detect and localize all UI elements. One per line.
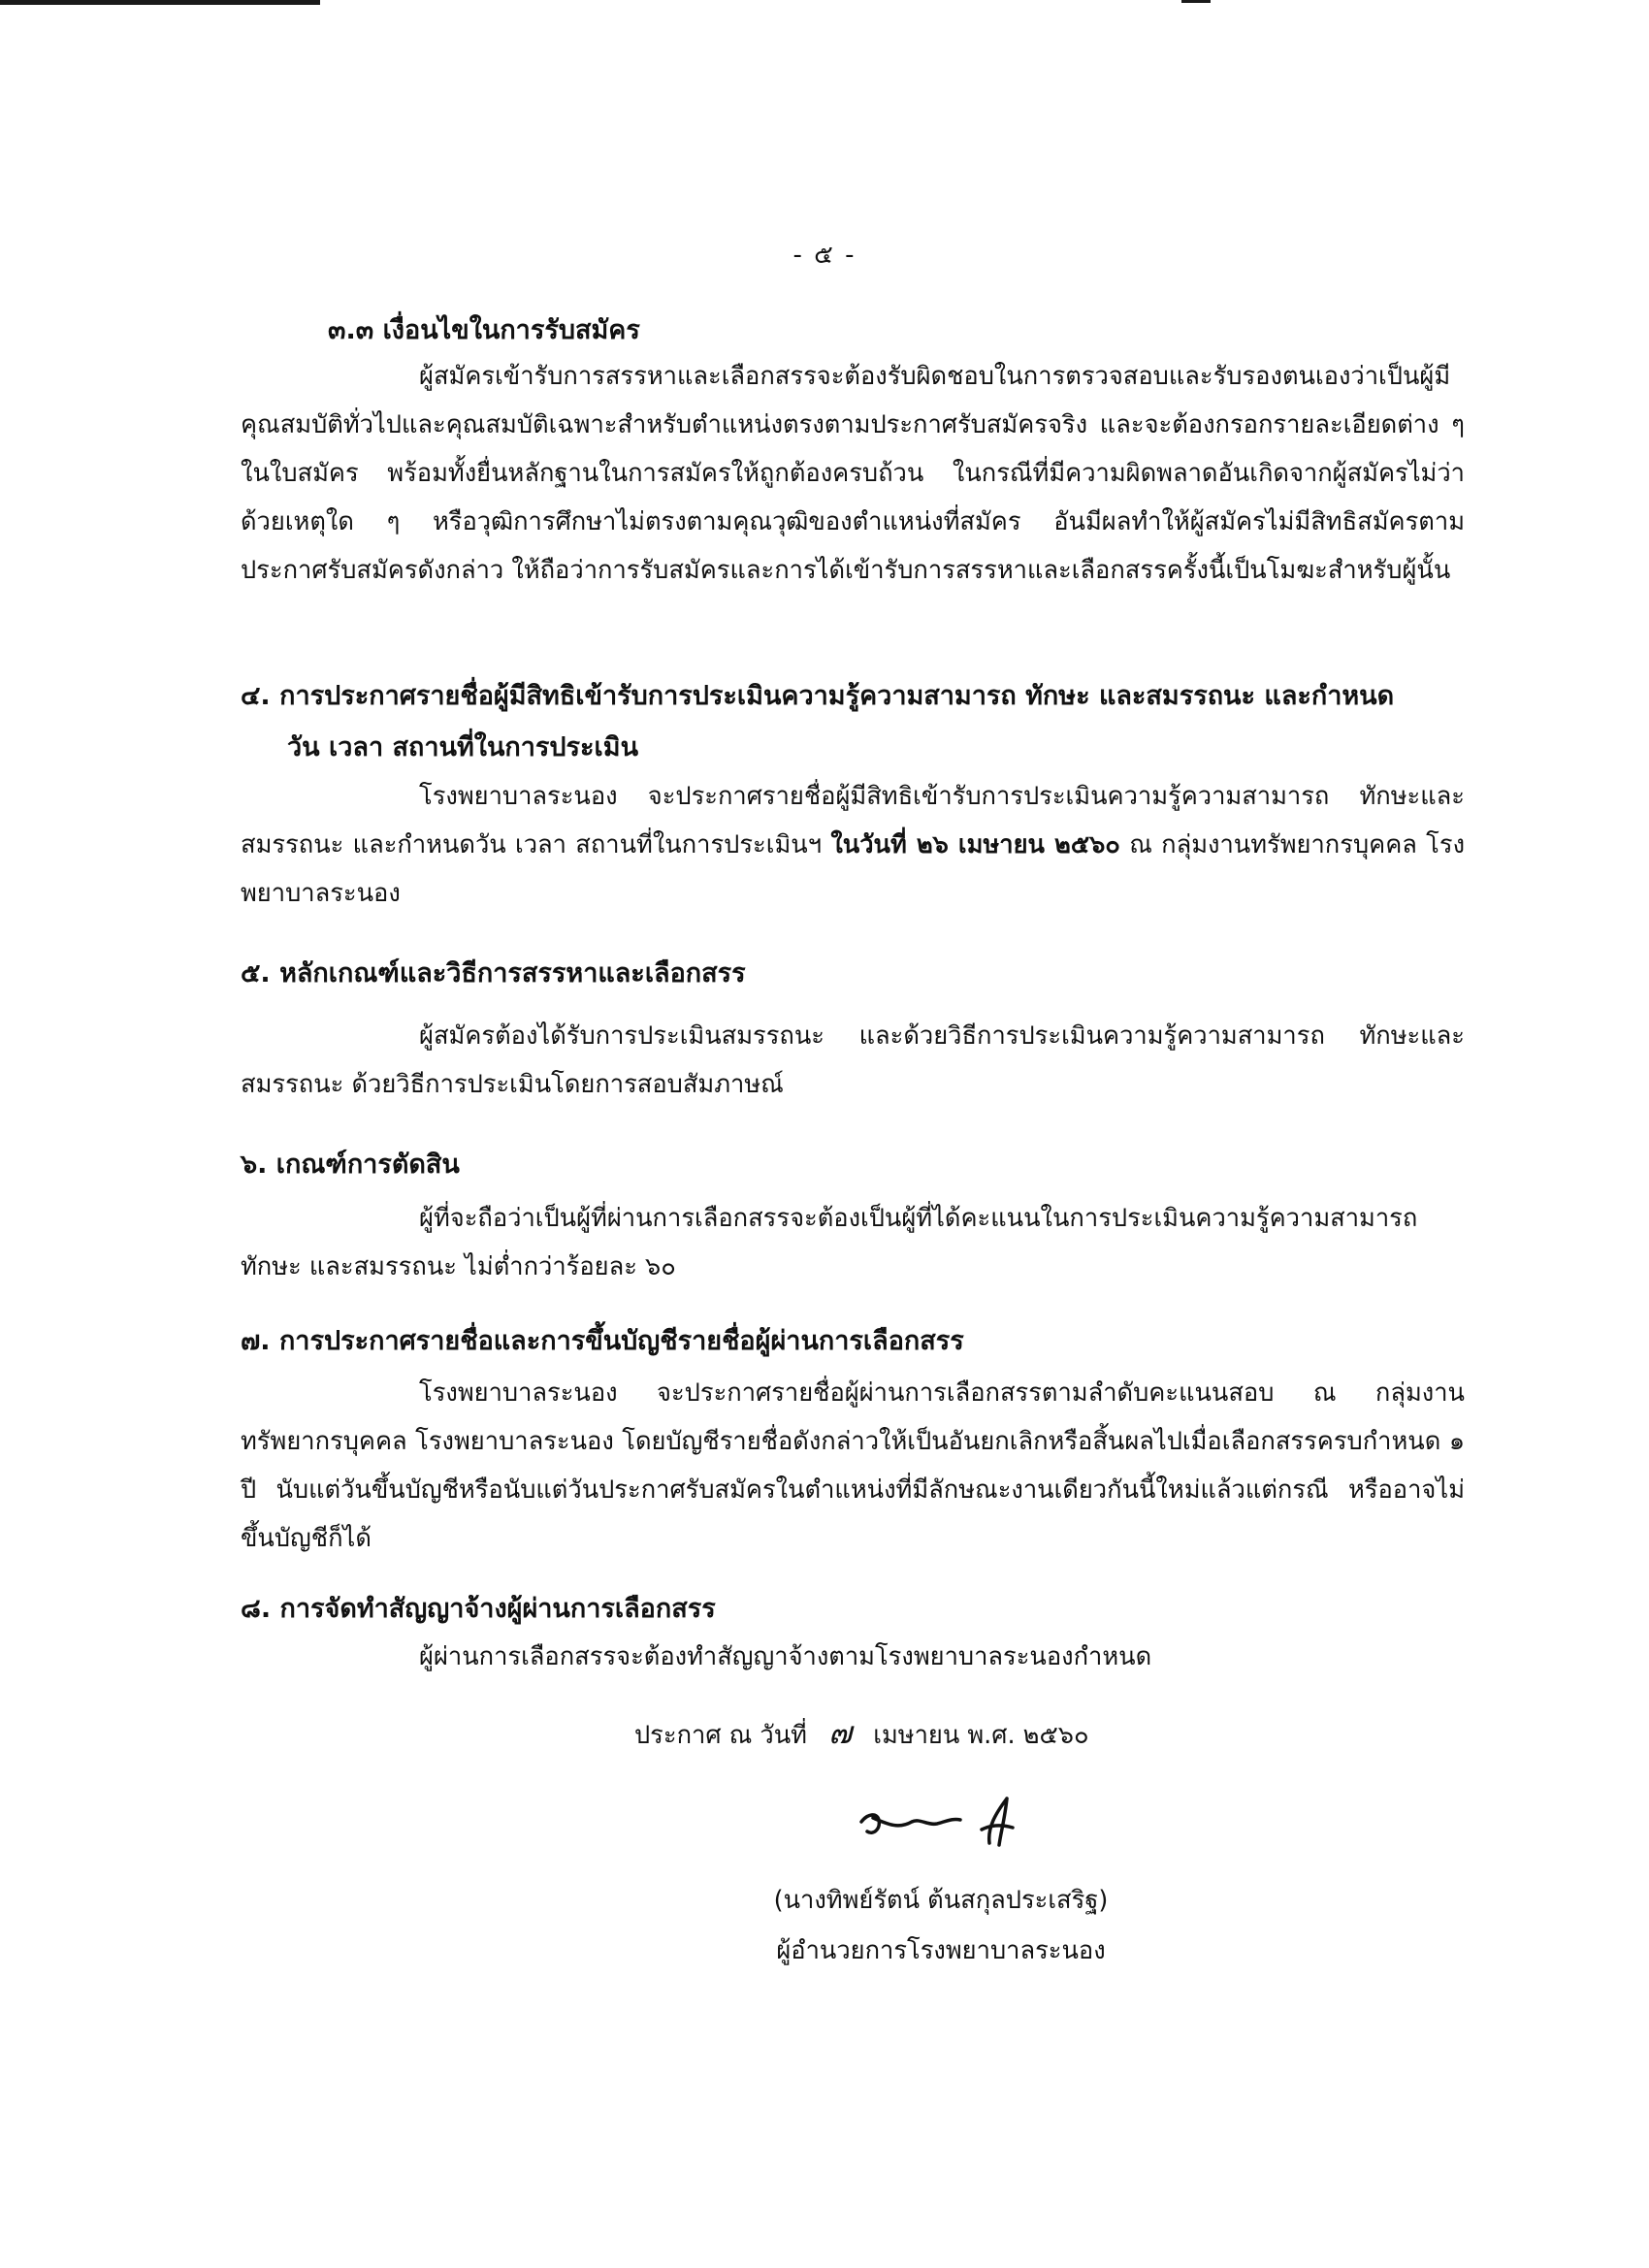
signatory-position: ผู้อำนวยการโรงพยาบาลระนอง [776, 1936, 1106, 1965]
announcement-day: ๗ [828, 1714, 853, 1751]
section-4-body-start: โรงพยาบาลระนอง จะประกาศรายชื่อผู้มีสิทธิเข้ารับการประเมินความรู้ความสามารถ ทักษะและสมรรถนะ และกำหนดวัน เวลา สถานที่ในการประเมินฯ [241, 782, 1465, 859]
section-6-body: ผู้ที่จะถือว่าเป็นผู้ที่ผ่านการเลือกสรรจะต้องเป็นผู้ที่ได้คะแนนในการประเมินความรู้ความสามารถ ทักษะ และสมรรถนะ ไม่ต่ำกว่าร้อยละ ๖๐ [241, 1204, 1418, 1281]
announcement-prefix: ประกาศ ณ วันที่ [634, 1721, 807, 1750]
section-5-heading: ๕. หลักเกณฑ์และวิธีการสรรหาและเลือกสรร [241, 958, 746, 988]
section-6-heading: ๖. เกณฑ์การตัดสิน [241, 1150, 460, 1180]
section-8-body: ผู้ผ่านการเลือกสรรจะต้องทำสัญญาจ้างตามโรงพยาบาลระนองกำหนด [419, 1642, 1152, 1671]
section-7-heading: ๗. การประกาศรายชื่อและการขึ้นบัญชีรายชื่อผู้ผ่านการเลือกสรร [241, 1326, 964, 1356]
scan-edge-line-right [1181, 0, 1211, 3]
section-7-body: โรงพยาบาลระนอง จะประกาศรายชื่อผู้ผ่านการเลือกสรรตามลำดับคะแนนสอบ ณ กลุ่มงานทรัพยากรบุคคล โรงพยาบาลระนอง โดยบัญชีรายชื่อดังกล่าวให้เป็นอันยกเลิกหรือสิ้นผลไปเมื่อเลือกสรรครบกำหนด ๑ ปี นับแต่วันขึ้นบัญชีหรือนับแต่วันประกาศรับสมัครในตำแหน่งที่มีลักษณะงานเดียวกันนี้ใหม่แล้วแต่กรณี หรืออาจไม่ขึ้นบัญชีก็ได้ [241, 1378, 1465, 1553]
handwritten-signature [844, 1785, 1048, 1863]
section-5-body: ผู้สมัครต้องได้รับการประเมินสมรรถนะ และด้วยวิธีการประเมินความรู้ความสามารถ ทักษะและสมรรถนะ ด้วยวิธีการประเมินโดยการสอบสัมภาษณ์ [241, 1021, 1465, 1099]
section-4-heading-line2: วัน เวลา สถานที่ในการประเมิน [287, 732, 639, 762]
section-4-body-end: ณ กลุ่มงานทรัพยากรบุคคล โรงพยาบาลระนอง [241, 830, 1466, 908]
signatory-name: (นางทิพย์รัตน์ ต้นสกุลประเสริฐ) [773, 1886, 1109, 1915]
page-number: - ๕ - [792, 241, 857, 270]
section-4-heading-line1: ๔. การประกาศรายชื่อผู้มีสิทธิเข้ารับการประเมินความรู้ความสามารถ ทักษะ และสมรรถนะ และกำหนด [241, 681, 1395, 711]
announcement-date [634, 1708, 1089, 1760]
section-4-body [241, 772, 1465, 918]
section-8-heading: ๘. การจัดทำสัญญาจ้างผู้ผ่านการเลือกสรร [241, 1594, 716, 1624]
section-3-3-body: ผู้สมัครเข้ารับการสรรหาและเลือกสรรจะต้องรับผิดชอบในการตรวจสอบและรับรองตนเองว่าเป็นผู้มีคุณสมบัติทั่วไปและคุณสมบัติเฉพาะสำหรับตำแหน่งตรงตามประกาศรับสมัครจริง และจะต้องกรอกรายละเอียดต่าง ๆ ในใบสมัคร พร้อมทั้งยื่นหลักฐานในการสมัครให้ถูกต้องครบถ้วน ในกรณีที่มีความผิดพลาดอันเกิดจากผู้สมัครไม่ว่าด้วยเหตุใด ๆ หรือวุฒิการศึกษาไม่ตรงตามคุณวุฒิของตำแหน่งที่สมัคร อันมีผลทำให้ผู้สมัครไม่มีสิทธิสมัครตามประกาศรับสมัครดังกล่าว ให้ถือว่าการรับสมัครและการได้เข้ารับการสรรหาและเลือกสรรครั้งนี้เป็นโมฆะสำหรับผู้นั้น [241, 362, 1465, 585]
assessment-date: ในวันที่ ๒๖ เมษายน ๒๕๖๐ [830, 830, 1120, 859]
section-3-3-heading: ๓.๓ เงื่อนไขในการรับสมัคร [328, 315, 640, 345]
scan-edge-line-left [0, 0, 320, 5]
announcement-suffix: เมษายน พ.ศ. ๒๕๖๐ [873, 1721, 1089, 1750]
